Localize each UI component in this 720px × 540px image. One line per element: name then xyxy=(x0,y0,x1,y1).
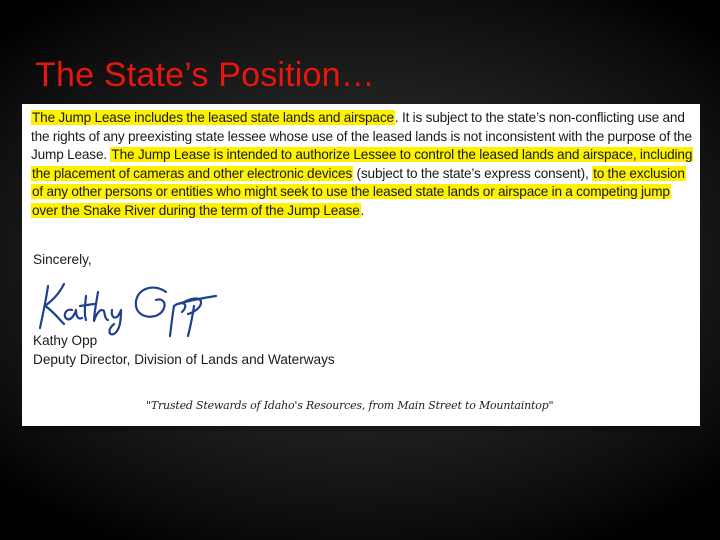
lease-segment: to the exclusion of any other persons or entities who might seek to use the leased state lands or airspace in a competing jump over the Snake River during the term of the Jump Lease xyxy=(32,165,685,218)
signer-name: Kathy Opp xyxy=(33,333,98,348)
lease-segment: (subject to the state’s express consent), xyxy=(353,165,593,181)
lease-segment: The Jump Lease is intended to authorize Lessee to control the leased lands and airspace, including the placement of cameras and other electronic devices xyxy=(32,147,693,181)
handwritten-signature xyxy=(34,266,254,338)
lease-segment: The Jump Lease includes the leased state lands and airspace xyxy=(32,110,394,125)
lease-paragraph xyxy=(31,109,696,221)
agency-motto: "Trusted Stewards of Idaho's Resources, from Main Street to Mountaintop" xyxy=(146,399,554,412)
letter-excerpt xyxy=(22,104,700,426)
letter-closing: Sincerely, xyxy=(33,252,92,267)
document-shadow xyxy=(22,426,700,434)
slide-title: The State’s Position… xyxy=(35,56,375,94)
lease-segment: . It is subject to the state’s non-conflicting use and the rights of any preexisting state lessee whose use of the leased lands is not inconsistent with the purpose of the Jump Lease. xyxy=(31,110,692,163)
lease-segment: . xyxy=(360,202,365,218)
signer-title: Deputy Director, Division of Lands and Waterways xyxy=(33,352,335,367)
